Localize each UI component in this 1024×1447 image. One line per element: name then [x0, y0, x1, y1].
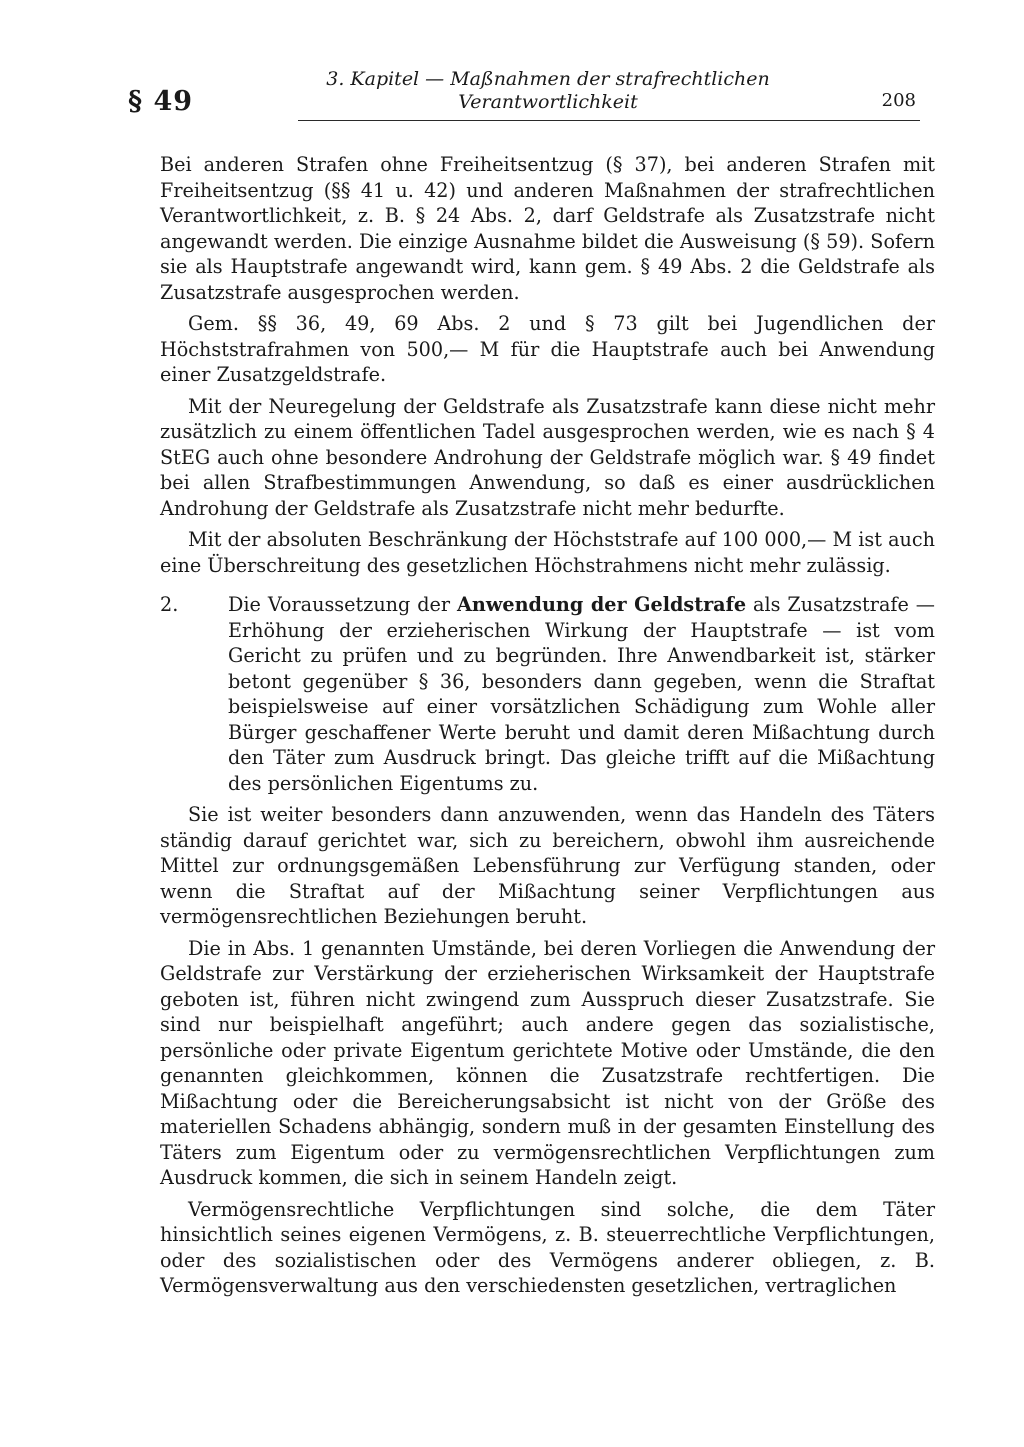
paragraph-number: 2.: [160, 593, 179, 616]
page-header: [120, 62, 920, 124]
paragraph-3: Mit der Neuregelung der Geldstrafe als Zusatzstrafe kann diese nicht mehr zusätzlich zu einem öffentlichen Tadel ausgesprochen werden, wie es nach § 4 StEG auch ohne besondere Androhung der Geldstrafe möglich war. § 49 findet bei allen Strafbestimmungen Anwendung, so daß es einer ausdrücklichen Androhung der Geldstrafe als Zusatzstrafe nicht mehr bedurfte.: [160, 394, 935, 520]
running-title: [298, 68, 798, 114]
header-rule: [298, 120, 920, 121]
paragraph-8: Vermögensrechtliche Verpflichtungen sind solche, die dem Täter hinsichtlich seines eigenen Vermögens, z. B. steuerrechtliche Verpflichtungen, oder des sozialistischen oder des Vermögens anderer obliegen, z. B. Vermögensverwaltung aus den verschiedensten gesetzlichen, vertraglichen: [160, 1197, 935, 1297]
paragraph-5-emphasis: Anwendung der Geldstrafe: [457, 593, 747, 616]
paragraph-5-intro: Die Voraussetzung der: [228, 593, 458, 616]
paragraph-7: Die in Abs. 1 genannten Umstände, bei deren Vorliegen die Anwendung der Geldstrafe zur Verstärkung der erzieherischen Wirksamkeit der Hauptstrafe geboten ist, führen nicht zwingend zum Ausspruch dieser Zusatzstrafe. Sie sind nur beispielhaft angeführt; auch andere gegen das sozialistische, persönliche oder private Eigentum gerichtete Motive oder Umstände, die den genannten gleichkommen, können die Zusatzstrafe rechtfertigen. Die Mißachtung oder die Bereicherungsabsicht ist nicht von der Größe des materiellen Schadens abhängig, sondern muß in der gesamten Einstellung des Täters zum Eigentum oder zu vermögensrechtlichen Verpflichtungen zum Ausdruck kommen, die sich in seinem Handeln zeigt.: [160, 936, 935, 1189]
paragraph-5-rest: als Zusatzstrafe — Erhöhung der erzieherischen Wirkung der Hauptstrafe — ist vom Gericht zu prüfen und zu begründen. Ihre Anwendbarkeit ist, stärker betont gegenüber § 36, besonders dann gegeben, wenn die Straftat beispielsweise auf einer vorsätzlichen Schädigung zum Wohle aller Bürger geschaffener Werte beruht und damit deren Mißachtung durch den Täter zum Ausdruck bringt. Das gleiche trifft auf die Mißachtung des persönlichen Eigentums zu.: [228, 593, 935, 795]
paragraph-4: Mit der absoluten Beschränkung der Höchststrafe auf 100 000,— M ist auch eine Überschreitung des gesetzlichen Höchstrahmens nicht mehr zulässig.: [160, 528, 935, 577]
paragraph-5: [160, 592, 935, 796]
running-title-line-2: Verantwortlichkeit: [458, 91, 638, 113]
paragraph-2: Gem. §§ 36, 49, 69 Abs. 2 und § 73 gilt bei Jugendlichen der Höchststrafrahmen von 500,— M für die Hauptstrafe auch bei Anwendung einer Zusatzgeldstrafe.: [160, 312, 935, 386]
section-marker: § 49: [128, 86, 194, 117]
paragraph-6: Sie ist weiter besonders dann anzuwenden, wenn das Handeln des Täters ständig darauf gerichtet war, sich zu bereichern, obwohl ihm ausreichende Mittel zur ordnungsgemäßen Lebensführung zur Verfügung standen, oder wenn die Straftat auf der Mißachtung seiner Verpflichtungen aus vermögensrechtlichen Beziehungen beruht.: [160, 803, 935, 928]
page-number: 208: [881, 90, 916, 111]
body-text: [160, 152, 935, 1305]
running-title-line-1: 3. Kapitel — Maßnahmen der strafrechtlichen: [326, 68, 770, 90]
paragraph-1: Bei anderen Strafen ohne Freiheitsentzug (§ 37), bei anderen Strafen mit Freiheitsentzug (§§ 41 u. 42) und anderen Maßnahmen der strafrechtlichen Verantwortlichkeit, z. B. § 24 Abs. 2, darf Geldstrafe als Zusatzstrafe nicht angewandt werden. Die einzige Ausnahme bildet die Ausweisung (§ 59). Sofern sie als Hauptstrafe angewandt wird, kann gem. § 49 Abs. 2 die Geldstrafe als Zusatzstrafe ausgesprochen werden.: [160, 153, 935, 304]
